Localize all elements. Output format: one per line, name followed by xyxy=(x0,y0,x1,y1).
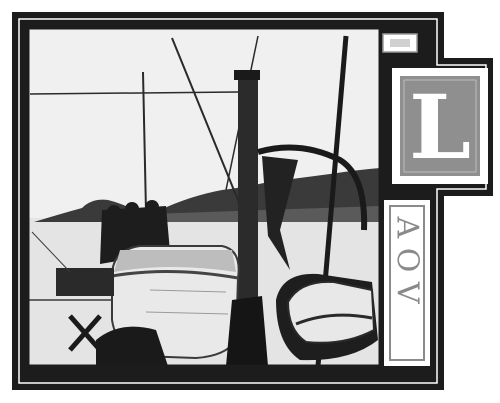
crew-head-3 xyxy=(145,200,159,214)
initial-letter: L xyxy=(409,75,471,179)
crew-head-2 xyxy=(125,202,139,216)
deck-box xyxy=(56,268,114,296)
mast-top xyxy=(234,70,260,80)
tab-ornament-fill xyxy=(390,39,410,47)
mast-base-shadow xyxy=(226,296,268,366)
crew-head-1 xyxy=(107,205,121,219)
dinghy xyxy=(288,282,374,343)
side-ornament-letters: A O V xyxy=(389,216,425,304)
photograph xyxy=(28,28,380,366)
